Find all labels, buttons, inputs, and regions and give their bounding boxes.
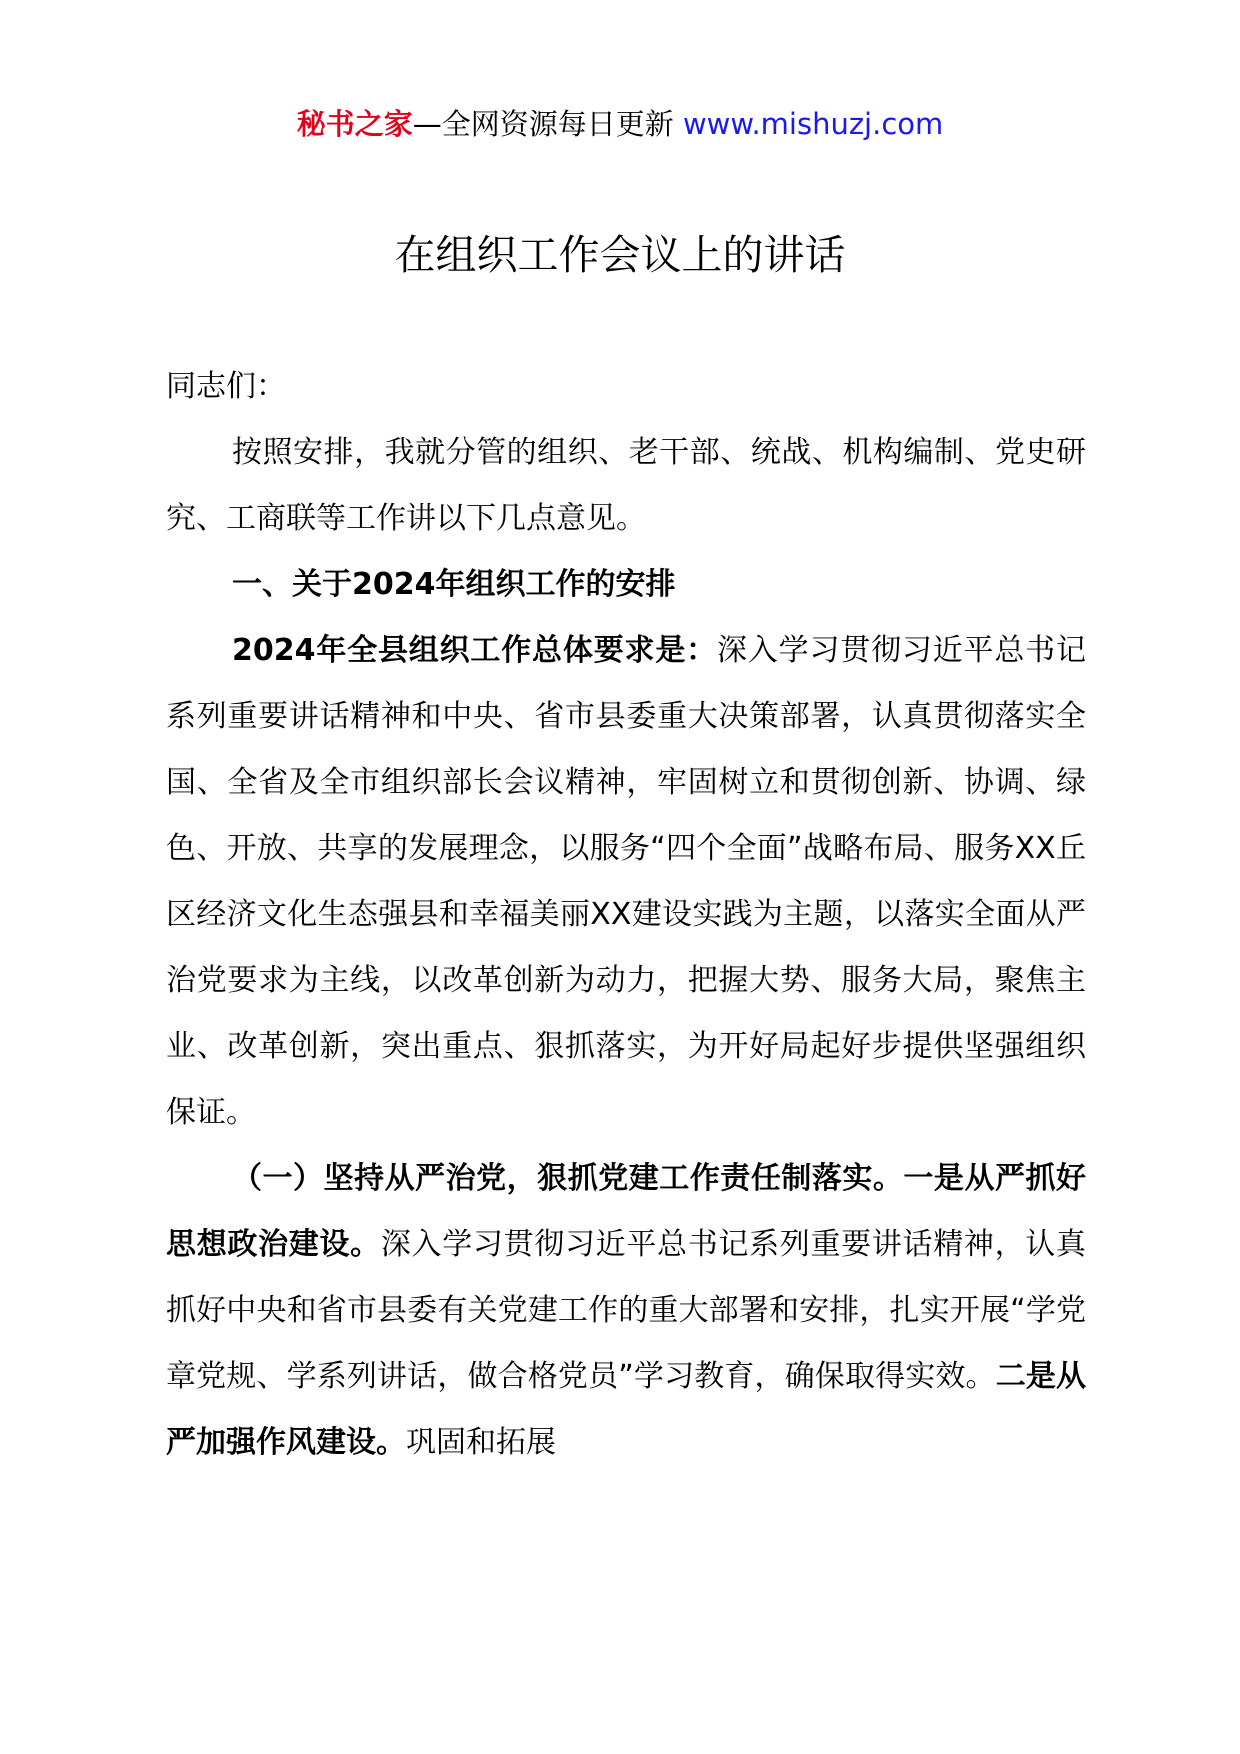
intro-paragraph: 按照安排，我就分管的组织、老干部、统战、机构编制、党史研究、工商联等工作讲以下几点意见。: [166, 435, 1086, 536]
subsection-heading: （一）坚持从严治党，狠抓党建工作责任制落实。一是从严抓好思想政治建设。: [166, 1161, 1086, 1262]
requirements-text: 深入学习贯彻习近平总书记系列重要讲话精神和中央、省市县委重大决策部署，认真贯彻落实全国、全省及全市组织部长会议精神，牢固树立和贯彻创新、协调、绿色、开放、共享的发展理念，以服务“四个全面”战略布局、服务XX丘区经济文化生态强县和幸福美丽XX建设实践为主题，以落实全面从严治党要求为主线，以改革创新为动力，把握大势、服务大局，聚焦主业、改革创新，突出重点、狠抓落实，为开好局起好步提供坚强组织保证。: [166, 633, 1087, 1130]
point-two-heading: 二是从严加强作风建设。: [166, 1359, 1086, 1460]
brand-name: 秘书之家: [296, 107, 413, 141]
site-banner: [0, 100, 1240, 148]
requirements-paragraph: [166, 618, 1086, 1146]
requirements-lead: 2024年全县组织工作总体要求是：: [232, 633, 717, 668]
subsection-text-1: 深入学习贯彻习近平总书记系列重要讲话精神，认真抓好中央和省市县委有关党建工作的重大部署和安排，扎实开展“学党章党规、学系列讲话，做合格党员”学习教育，确保取得实效。: [166, 1227, 1086, 1394]
subsection-text-2: 巩固和拓展: [406, 1425, 556, 1460]
document-body: [166, 354, 1086, 1476]
salutation: 同志们：: [166, 369, 286, 404]
party-discipline-paragraph: [166, 1146, 1086, 1476]
document-title: 在组织工作会议上的讲话: [394, 231, 846, 279]
section-heading: 一、关于2024年组织工作的安排: [232, 567, 676, 602]
site-url-link[interactable]: www.mishuzj.com: [682, 107, 944, 141]
banner-slogan: —全网资源每日更新: [412, 107, 674, 141]
